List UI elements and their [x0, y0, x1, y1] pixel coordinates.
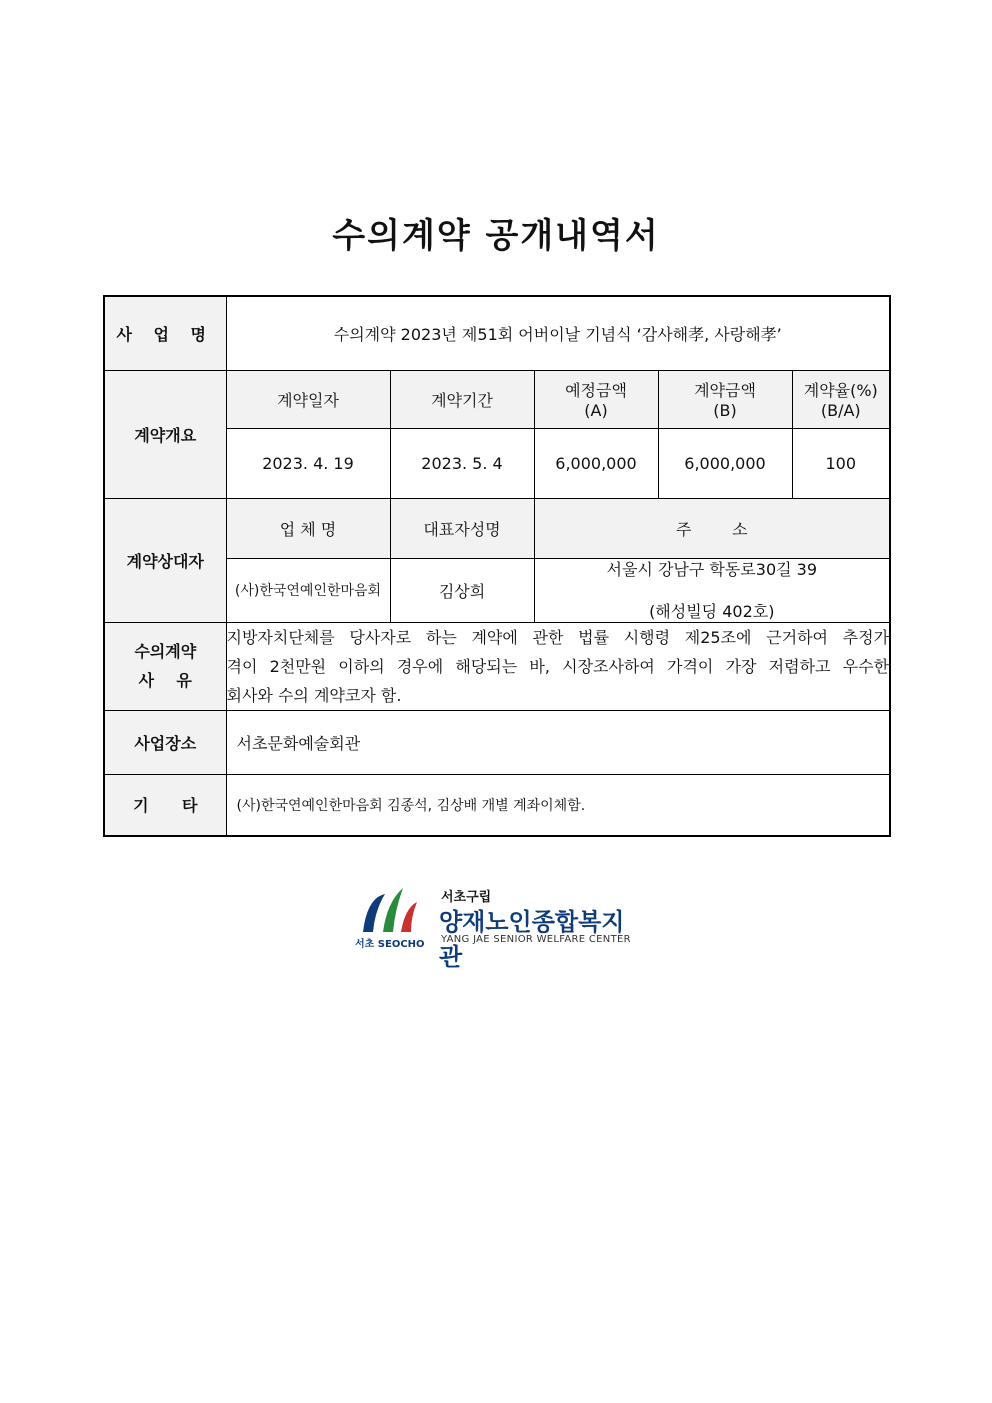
logo-mark-icon	[355, 880, 435, 940]
reason-line2: 격이 2천만원 이하의 경우에 해당되는 바, 시장조사하여 가격이 가장 저렴하고 우수한	[226, 656, 890, 676]
etc-label: 기 타	[104, 774, 226, 836]
project-name: 수의계약 2023년 제51회 어버이날 기념식 ‘감사해孝, 사랑해孝’	[226, 296, 890, 370]
logo-district: 서초구립	[441, 890, 492, 905]
welfare-center-logo	[355, 880, 645, 971]
company-name: (사)한국연예인한마음회	[226, 558, 390, 622]
estimated-amount-header: 예정금액 (A)	[534, 370, 658, 428]
contract-table	[103, 295, 891, 837]
address	[534, 558, 890, 622]
address-header: 주 소	[534, 498, 890, 558]
reason-text	[226, 622, 890, 710]
contract-rate-header: 계약율(%) (B/A)	[792, 370, 890, 428]
representative-name: 김상희	[390, 558, 534, 622]
address-line1: 서울시 강남구 학동로30길 39	[606, 559, 818, 579]
page-title: 수의계약 공개내역서	[332, 216, 660, 256]
address-line2: (해성빌딩 402호)	[649, 601, 775, 621]
counterparty-label: 계약상대자	[104, 498, 226, 622]
company-header: 업 체 명	[226, 498, 390, 558]
contract-summary-label: 계약개요	[104, 370, 226, 498]
contract-amount-header: 계약금액 (B)	[658, 370, 792, 428]
contract-date: 2023. 4. 19	[226, 428, 390, 498]
contract-period: 2023. 5. 4	[390, 428, 534, 498]
logo-english: YANG JAE SENIOR WELFARE CENTER	[441, 934, 631, 945]
reason-line3: 회사와 수의 계약코자 함.	[226, 685, 402, 705]
reason-line1: 지방자치단체를 당사자로 하는 계약에 관한 법률 시행령 제25조에 근거하여 추정가	[226, 627, 890, 647]
logo-seocho: 서초 SEOCHO	[355, 939, 425, 950]
contract-amount: 6,000,000	[658, 428, 792, 498]
representative-header: 대표자성명	[390, 498, 534, 558]
contract-rate: 100	[792, 428, 890, 498]
project-label: 사 업 명	[104, 296, 226, 370]
place-value: 서초문화예술회관	[226, 710, 890, 774]
reason-label: 수의계약 사 유	[104, 622, 226, 710]
etc-value: (사)한국연예인한마음회 김종석, 김상배 개별 계좌이체함.	[226, 774, 890, 836]
logo-name: 양재노인종합복지관	[439, 908, 625, 971]
contract-date-header: 계약일자	[226, 370, 390, 428]
place-label: 사업장소	[104, 710, 226, 774]
estimated-amount: 6,000,000	[534, 428, 658, 498]
contract-period-header: 계약기간	[390, 370, 534, 428]
